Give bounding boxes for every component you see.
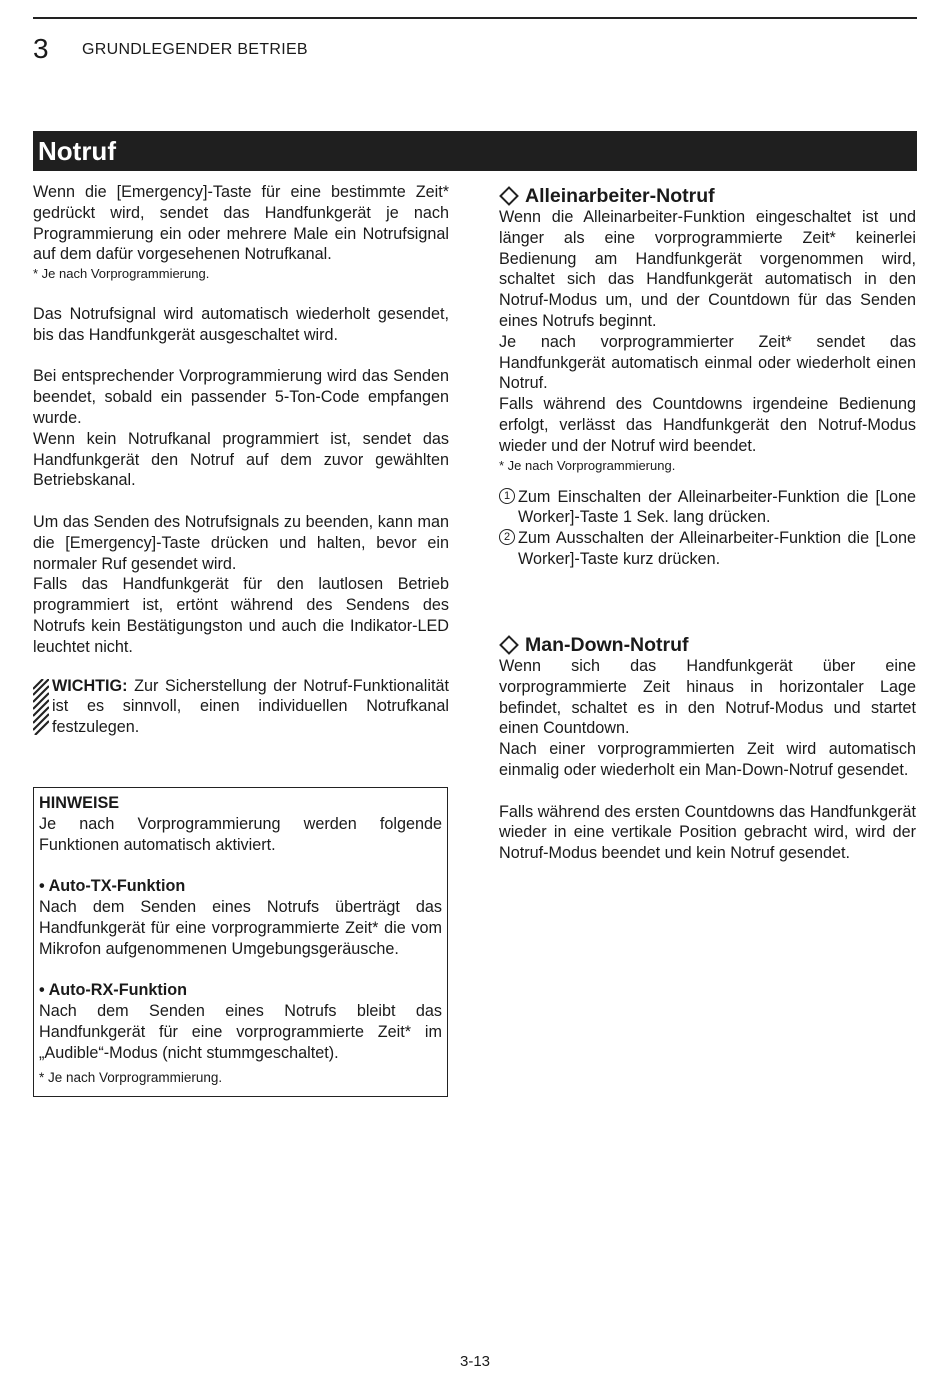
circled-number-icon: 2 bbox=[499, 529, 515, 545]
notes-item-text: Nach dem Senden eines Notrufs überträgt das Handfunkgerät für eine vorprogrammierte Zeit* die vom Mikrofon aufgenommenen Umgebungsgeräusche. bbox=[39, 897, 442, 958]
warning-hatch-icon bbox=[33, 679, 49, 735]
chapter-number: 3 bbox=[33, 33, 49, 64]
notes-item-title: • Auto-TX-Funktion bbox=[39, 877, 186, 896]
paragraph: Wenn die Alleinarbeiter-Funktion eingeschaltet ist und länger als eine vorprogrammierte Zeit* keinerlei Bedienung am Handfunkgerät vorgenommen wird, schaltet sich das Handfunkgerät automatisch in den Notruf-Modus um, und der Countdown für das Senden eines Notrufs beginnt. bbox=[499, 208, 916, 330]
page-number: 3-13 bbox=[459, 1353, 491, 1370]
diamond-icon bbox=[499, 635, 519, 655]
paragraph: Nach einer vorprogrammierten Zeit wird automatisch einmalig oder wiederholt ein Man-Down-Notruf gesendet. bbox=[499, 740, 916, 779]
notes-box bbox=[33, 787, 448, 1097]
footnote: * Je nach Vorprogrammierung. bbox=[499, 457, 676, 473]
warning-note bbox=[33, 676, 449, 738]
lone-worker-heading: Alleinarbeiter-Notruf bbox=[499, 185, 916, 207]
paragraph: Je nach vorprogrammierter Zeit* sendet das Handfunkgerät automatisch einmal oder wiederholt einen Notruf. bbox=[499, 332, 916, 393]
man-down-heading: Man-Down-Notruf bbox=[499, 634, 916, 656]
right-column bbox=[499, 185, 916, 570]
notes-item-title: • Auto-RX-Funktion bbox=[39, 981, 188, 1000]
step-item: 2 Zum Ausschalten der Alleinarbeiter-Funktion die [Lone Worker]-Taste kurz drücken. bbox=[499, 528, 916, 570]
footnote: * Je nach Vorprogrammierung. bbox=[33, 266, 210, 282]
paragraph: Um das Senden des Notrufsignals zu beenden, kann man die [Emergency]-Taste drücken und halten, bevor ein normaler Ruf gesendet wird. bbox=[33, 512, 449, 573]
left-column bbox=[33, 182, 449, 738]
notes-title: HINWEISE bbox=[39, 794, 120, 812]
paragraph: Das Notrufsignal wird automatisch wiederholt gesendet, bis das Handfunkgerät ausgeschaltet wird. bbox=[33, 304, 449, 344]
header-rule bbox=[33, 17, 917, 19]
section-title-bar bbox=[33, 131, 917, 171]
notes-intro: Je nach Vorprogrammierung werden folgende Funktionen automatisch aktiviert. bbox=[39, 814, 442, 854]
notes-footnote: * Je nach Vorprogrammierung. bbox=[39, 1070, 223, 1086]
right-column-man-down bbox=[499, 634, 916, 864]
paragraph: Falls das Handfunkgerät für den lautlosen Betrieb programmiert ist, ertönt während des Sendens des Notrufs kein Bestätigungston und auch die Indikator-LED leuchtet nicht. bbox=[33, 575, 449, 656]
warning-text: Zur Sicherstellung der Notruf-Funktionalität ist es sinnvoll, einen individuellen Notrufkanal festzulegen. bbox=[52, 676, 449, 737]
section-title: Notruf bbox=[38, 136, 116, 166]
paragraph: Wenn kein Notrufkanal programmiert ist, sendet das Handfunkgerät den Notruf auf dem zuvor gewählten Betriebskanal. bbox=[33, 429, 449, 490]
step-item: 1 Zum Einschalten der Alleinarbeiter-Funktion die [Lone Worker]-Taste 1 Sek. lang drücken. bbox=[499, 487, 916, 529]
paragraph: Falls während des Countdowns irgendeine Bedienung erfolgt, verlässt das Handfunkgerät den Notruf-Modus wieder und der Notruf wird beendet. bbox=[499, 395, 916, 455]
warning-label: WICHTIG: bbox=[52, 676, 128, 695]
chapter-title: GRUNDLEGENDER BETRIEB bbox=[82, 41, 308, 58]
diamond-icon bbox=[499, 186, 519, 206]
paragraph: Wenn sich das Handfunkgerät über eine vorprogrammierte Zeit hinaus in horizontaler Lage befindet, schaltet es in den Notruf-Modus und startet einen Countdown. bbox=[499, 657, 916, 738]
circled-number-icon: 1 bbox=[499, 488, 515, 504]
paragraph: Bei entsprechender Vorprogrammierung wird das Senden beendet, sobald ein passender 5-Ton-Code empfangen wurde. bbox=[33, 367, 449, 427]
notes-item-text: Nach dem Senden eines Notrufs bleibt das Handfunkgerät für eine vorprogrammierte Zeit* im „Audible“-Modus (nicht stummgeschaltet). bbox=[39, 1001, 442, 1062]
paragraph: Falls während des ersten Countdowns das Handfunkgerät wieder in eine vertikale Position gebracht wird, wird der Notruf-Modus beendet und kein Notruf gesendet. bbox=[499, 802, 916, 863]
paragraph: Wenn die [Emergency]-Taste für eine bestimmte Zeit* gedrückt wird, sendet das Handfunkgerät je nach Programmierung ein oder mehrere Male ein Notrufsignal auf dem dafür vorgesehenen Notrufkanal. bbox=[33, 183, 449, 264]
